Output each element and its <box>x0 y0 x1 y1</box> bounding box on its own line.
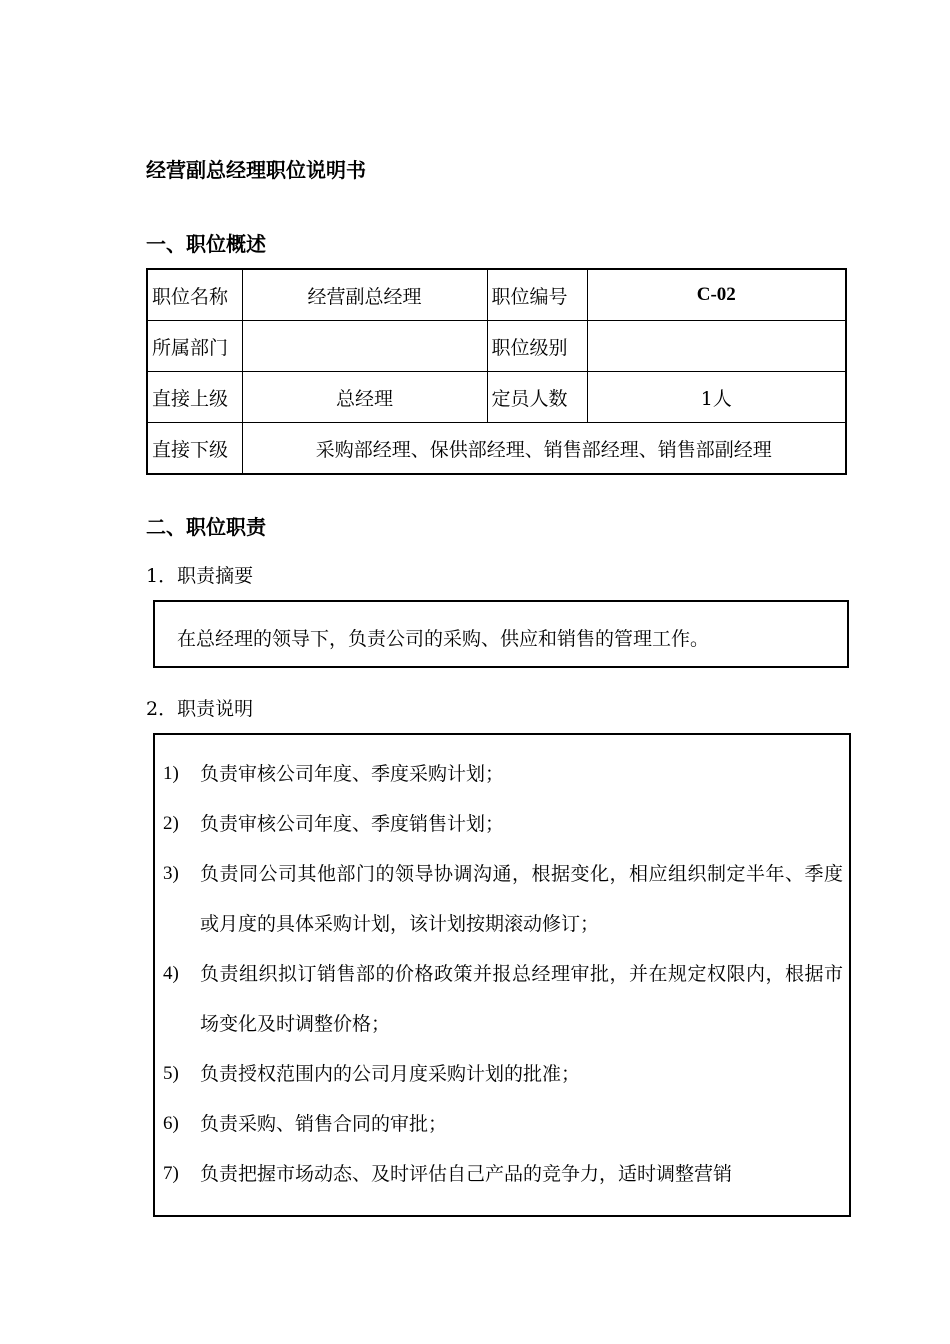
duty-text: 负责组织拟订销售部的价格政策并报总经理审批，并在规定权限内，根据市场变化及时调整价格； <box>200 963 843 1035</box>
section-heading-duties: 二、职位职责 <box>146 515 266 539</box>
position-name-label: 职位名称 <box>147 269 242 321</box>
position-level-label: 职位级别 <box>487 321 587 372</box>
list-item <box>163 949 843 1049</box>
duty-text: 负责把握市场动态、及时评估自己产品的竞争力，适时调整营销 <box>200 1163 733 1185</box>
document-title: 经营副总经理职位说明书 <box>146 158 366 182</box>
duty-number: 6) <box>163 1113 179 1134</box>
headcount-label: 定员人数 <box>487 372 587 423</box>
position-overview-table <box>146 268 847 475</box>
direct-superior-value: 总经理 <box>242 372 487 423</box>
direct-subordinates-value: 采购部经理、保供部经理、销售部经理、销售部副经理 <box>242 423 846 475</box>
duty-number: 3) <box>163 863 179 884</box>
direct-subordinates-label: 直接下级 <box>147 423 242 475</box>
duty-text: 负责审核公司年度、季度采购计划； <box>200 763 505 785</box>
position-level-value <box>587 321 846 372</box>
position-code-label: 职位编号 <box>487 269 587 321</box>
section-heading-overview: 一、职位概述 <box>146 232 266 256</box>
list-item <box>163 1149 843 1199</box>
duty-number: 2) <box>163 813 179 834</box>
list-item <box>163 1099 843 1149</box>
duty-number: 7) <box>163 1163 179 1184</box>
list-item <box>163 1049 843 1099</box>
duty-text: 负责采购、销售合同的审批； <box>200 1113 448 1135</box>
duty-text: 负责授权范围内的公司月度采购计划的批准； <box>200 1063 581 1085</box>
duty-text: 负责同公司其他部门的领导协调沟通，根据变化，相应组织制定半年、季度或月度的具体采购计划，该计划按期滚动修订； <box>200 863 843 935</box>
duty-number: 4) <box>163 963 179 984</box>
duty-number: 5) <box>163 1063 179 1084</box>
table-row <box>147 423 846 475</box>
department-label: 所属部门 <box>147 321 242 372</box>
table-row <box>147 321 846 372</box>
direct-superior-label: 直接上级 <box>147 372 242 423</box>
duty-details-heading: 2．职责说明 <box>146 698 254 720</box>
list-item <box>163 799 843 849</box>
position-code-value: C-02 <box>587 269 846 321</box>
duty-summary-text: 在总经理的领导下，负责公司的采购、供应和销售的管理工作。 <box>177 628 710 650</box>
duty-summary-heading: 1．职责摘要 <box>146 565 254 587</box>
duty-text: 负责审核公司年度、季度销售计划； <box>200 813 505 835</box>
table-row <box>147 372 846 423</box>
table-row <box>147 269 846 321</box>
duty-number: 1) <box>163 763 179 784</box>
duty-details-box <box>153 733 851 1217</box>
duty-list <box>163 749 843 1199</box>
list-item <box>163 849 843 949</box>
list-item <box>163 749 843 799</box>
position-name-value: 经营副总经理 <box>242 269 487 321</box>
headcount-value: 1人 <box>587 372 846 423</box>
department-value <box>242 321 487 372</box>
duty-summary-box <box>153 600 849 668</box>
